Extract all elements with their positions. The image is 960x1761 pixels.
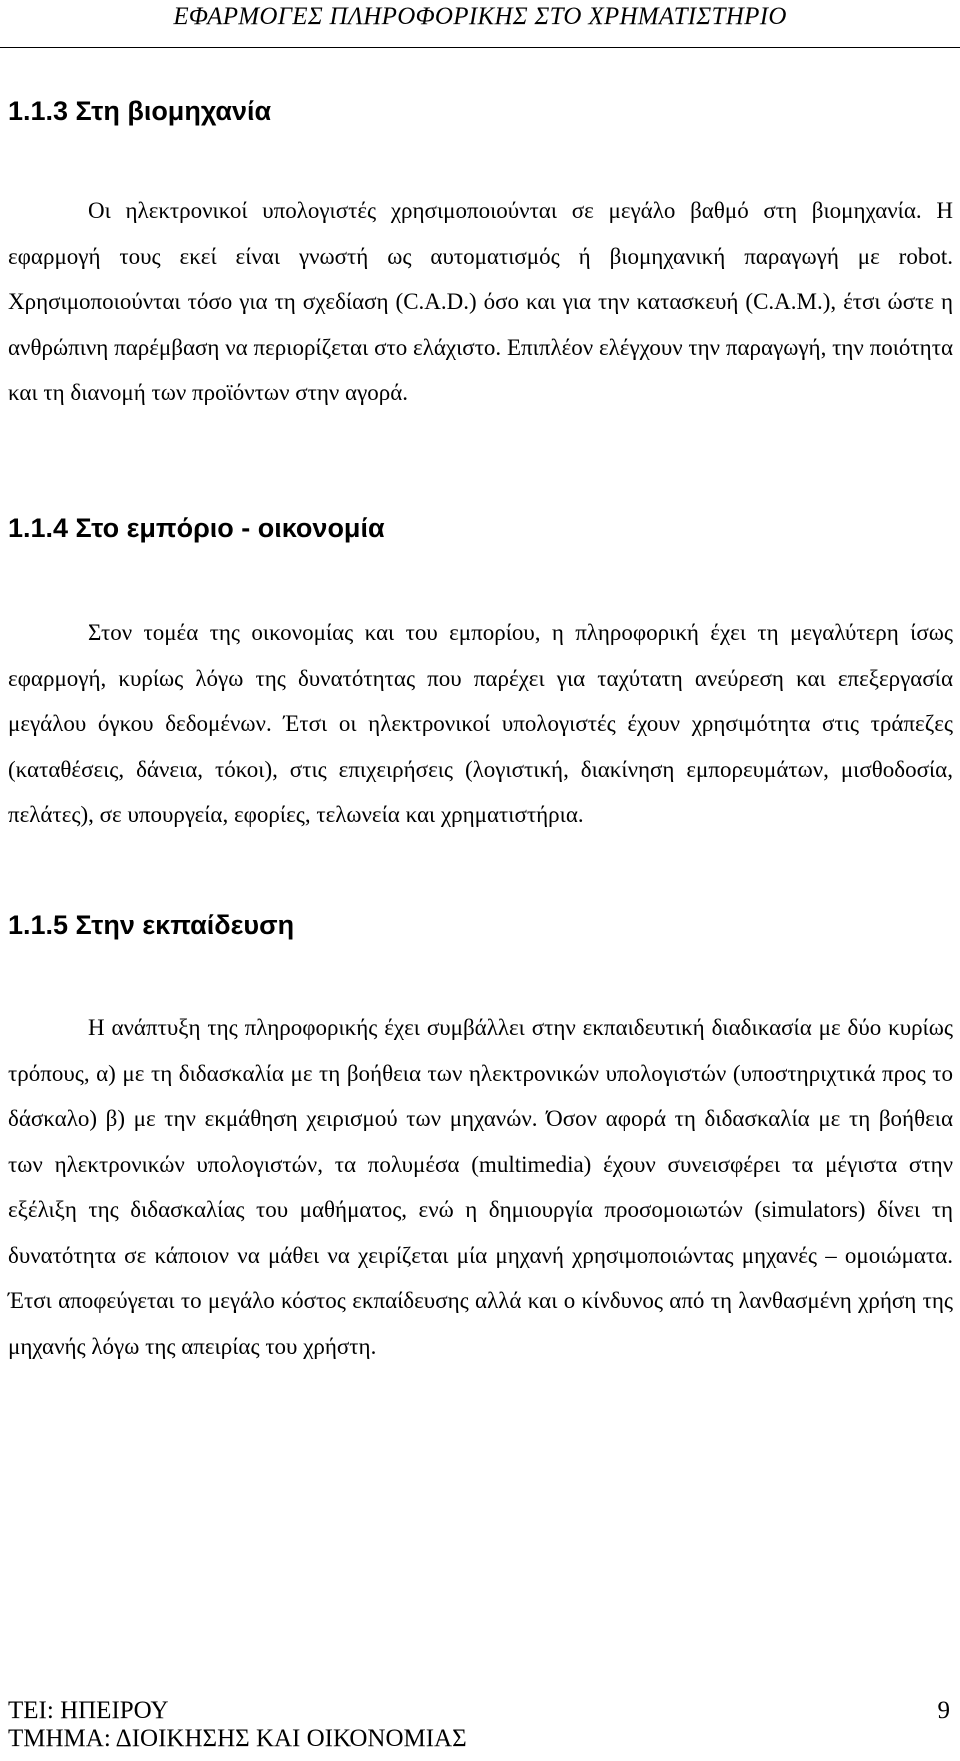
header-rule bbox=[0, 47, 960, 48]
section-paragraph: Στον τομέα της οικονομίας και του εμπορίου, η πληροφορική έχει τη μεγαλύτερη ίσως εφαρμογή, κυρίως λόγω της δυνατότητας που παρέχει για ταχύτατη ανεύρεση και επεξεργασία μεγάλου όγκου δεδομένων. Έτσι οι ηλεκτρονικοί υπολογιστές έχουν χρησιμότητα στις τράπεζες (καταθέσεις, δάνεια, τόκοι), στις επιχειρήσεις (λογιστική, διακίνηση εμπορευμάτων, μισθοδοσία, πελάτες), σε υπουργεία, εφορίες, τελωνεία και χρηματιστήρια. bbox=[8, 620, 953, 827]
section-industry bbox=[8, 94, 953, 416]
section-commerce-economy bbox=[8, 511, 953, 838]
footer-department: ΤΜΗΜΑ: ΔΙΟΙΚΗΣΗΣ ΚΑΙ ΟΙΚΟΝΟΜΙΑΣ bbox=[8, 1725, 467, 1752]
section-heading: 1.1.4 Στο εμπόριο - οικονομία bbox=[8, 513, 385, 543]
running-header: ΕΦΑΡΜΟΓΕΣ ΠΛΗΡΟΦΟΡΙΚΗΣ ΣΤΟ ΧΡΗΜΑΤΙΣΤΗΡΙΟ bbox=[173, 3, 787, 30]
section-paragraph: Η ανάπτυξη της πληροφορικής έχει συμβάλλει στην εκπαιδευτική διαδικασία με δύο κυρίως τρόπους, α) με τη διδασκαλία με τη βοήθεια των ηλεκτρονικών υπολογιστών (υποστηριχτικά προς το δάσκαλο) β) με την εκμάθηση χειρισμού των μηχανών. Όσον αφορά τη διδασκαλία με τη βοήθεια των ηλεκτρονικών υπολογιστών, τα πολυμέσα (multimedia) έχουν συνεισφέρει τα μέγιστα στην εξέλιξη της διδασκαλίας του μαθήματος, ενώ η δημιουργία προσομοιωτών (simulators) δίνει τη δυνατότητα σε κάποιον να μάθει να χειρίζεται μία μηχανή χρησιμοποιώντας μηχανές – ομοιώματα. Έτσι αποφεύγεται το μεγάλο κόστος εκπαίδευσης αλλά και ο κίνδυνος από τη λανθασμένη χρήση της μηχανής λόγω της απειρίας του χρήστη. bbox=[8, 1015, 953, 1359]
page-footer bbox=[8, 1697, 467, 1753]
section-paragraph: Οι ηλεκτρονικοί υπολογιστές χρησιμοποιούνται σε μεγάλο βαθμό στη βιομηχανία. Η εφαρμογή τους εκεί είναι γνωστή ως αυτοματισμός ή βιομηχανική παραγωγή με robot. Χρησιμοποιούνται τόσο για τη σχεδίαση (C.A.D.) όσο και για την κατασκευή (C.A.M.), έτσι ώστε η ανθρώπινη παρέμβαση να περιορίζεται στο ελάχιστο. Επιπλέον ελέγχουν την παραγωγή, την ποιότητα και τη διανομή των προϊόντων στην αγορά. bbox=[8, 198, 953, 405]
page-number: 9 bbox=[937, 1697, 950, 1724]
section-education bbox=[8, 908, 953, 1369]
footer-institution: ΤΕΙ: ΗΠΕΙΡΟΥ bbox=[8, 1697, 169, 1724]
section-heading: 1.1.3 Στη βιομηχανία bbox=[8, 96, 272, 126]
section-heading: 1.1.5 Στην εκπαίδευση bbox=[8, 910, 295, 940]
